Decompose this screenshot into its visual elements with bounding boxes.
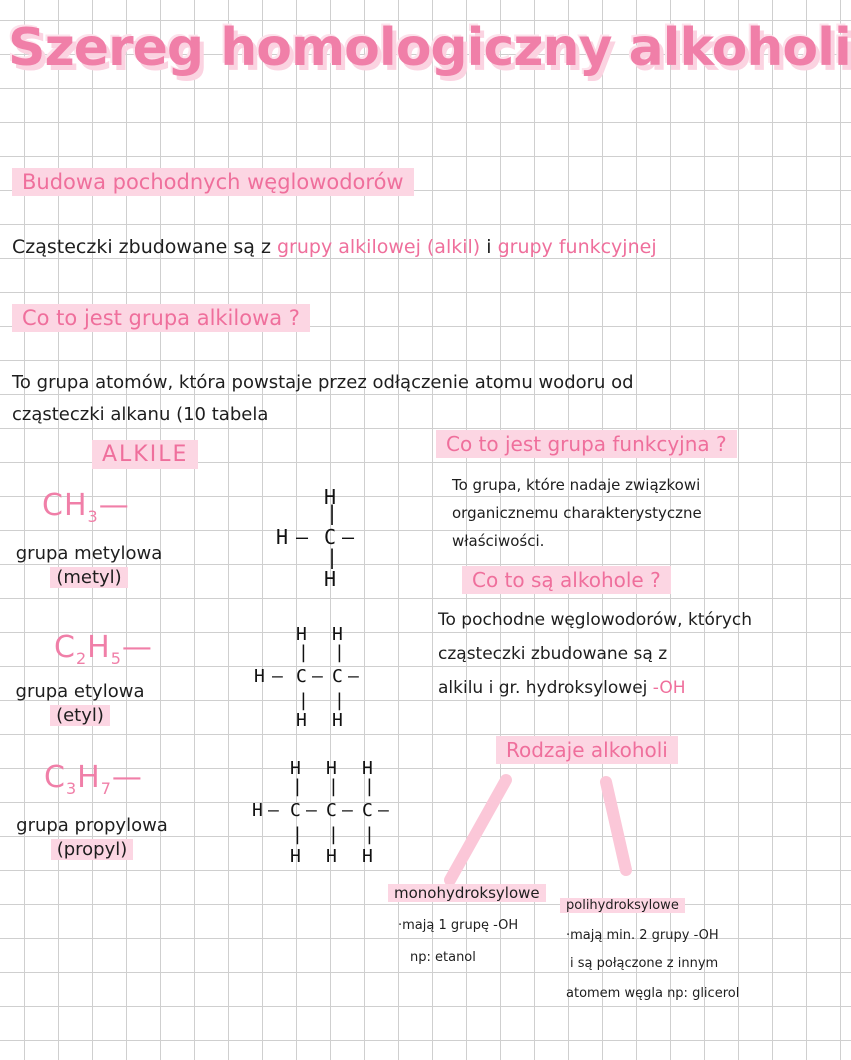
mono-line1: ·mają 1 grupę -OH <box>398 918 519 933</box>
atom-h: H <box>362 758 373 779</box>
bond-v: | <box>326 545 339 569</box>
formula-propyl-main: C <box>44 760 66 795</box>
bond-v: | <box>298 642 309 663</box>
atom-h: H <box>326 846 337 867</box>
atom-h: H <box>332 624 343 645</box>
funkcyjna-line3: właściwości. <box>452 532 545 550</box>
mono-line2: np: etanol <box>410 950 476 965</box>
atom-h: H <box>254 666 265 687</box>
formula-etyl-tail: — <box>121 630 153 665</box>
atom-h: H <box>362 846 373 867</box>
atom-c: C <box>326 800 337 821</box>
formula-etyl <box>54 630 153 668</box>
branch-lines <box>420 770 650 900</box>
sentence-prefix: Cząsteczki zbudowane są z <box>12 236 277 258</box>
atom-h: H <box>290 758 301 779</box>
bond-h: — <box>348 666 359 687</box>
bond-v: | <box>292 824 303 845</box>
atom-c: C <box>332 666 343 687</box>
bond-v: | <box>364 824 375 845</box>
bond-v: | <box>328 824 339 845</box>
structure-propyl <box>252 758 389 867</box>
heading-rodzaje: Rodzaje alkoholi <box>496 736 678 764</box>
atom-c: C <box>362 800 373 821</box>
structure-methyl <box>276 485 355 591</box>
alkohole-line3-prefix: alkilu i gr. hydroksylowej <box>438 678 653 698</box>
bond-h: — <box>296 525 309 549</box>
name-metyl-short: (metyl) <box>50 567 127 588</box>
formula-propyl <box>44 760 143 798</box>
bond-h: — <box>342 525 355 549</box>
bond-h: — <box>378 800 389 821</box>
structural-formulas <box>240 470 420 880</box>
heading-grupa-funkcyjna: Co to jest grupa funkcyjna ? <box>436 430 737 458</box>
heading-grupa-alkilowa: Co to jest grupa alkilowa ? <box>12 304 310 332</box>
formula-propyl-sub2: 7 <box>100 779 112 798</box>
atom-c: C <box>290 800 301 821</box>
name-propyl-full: grupa propylowa <box>16 815 168 836</box>
bond-v: | <box>298 690 309 711</box>
term-funkcyjna: grupy funkcyjnej <box>497 236 657 258</box>
name-propyl-short: (propyl) <box>51 839 134 860</box>
heading-alkohole: Co to są alkohole ? <box>462 566 671 594</box>
alkohole-line1: To pochodne węglowodorów, których <box>438 610 753 630</box>
alkil-def-line1: To grupa atomów, która powstaje przez odłączenie atomu wodoru od <box>12 372 634 393</box>
page-title: Szereg homologiczny alkoholi <box>8 18 851 78</box>
alkohole-line2: cząsteczki zbudowane są z <box>438 644 668 664</box>
atom-h: H <box>326 758 337 779</box>
atom-h: H <box>324 485 337 509</box>
branch-right <box>606 782 626 870</box>
atom-h: H <box>332 710 343 731</box>
poli-line3: atomem węgla np: glicerol <box>566 986 740 1001</box>
formula-etyl-main: C <box>54 630 76 665</box>
poli-line2: i są połączone z innym <box>570 956 719 971</box>
poli-title-text: polihydroksylowe <box>560 898 685 913</box>
name-etyl <box>0 680 160 728</box>
bond-v: | <box>334 690 345 711</box>
formula-metyl <box>42 488 130 526</box>
formula-propyl-sub: 3 <box>65 779 78 798</box>
formula-propyl-tail: — <box>111 760 143 795</box>
alkohole-line3 <box>438 678 686 698</box>
atom-h: H <box>296 710 307 731</box>
alkil-def-line2: cząsteczki alkanu (10 tabela <box>12 404 269 425</box>
atom-h: H <box>296 624 307 645</box>
formula-etyl-mid: H <box>87 630 111 665</box>
atom-h: H <box>324 567 337 591</box>
poli-title <box>560 898 685 913</box>
bond-v: | <box>364 776 375 797</box>
mono-title-text: monohydroksylowe <box>388 884 546 902</box>
poli-line1: ·mają min. 2 grupy -OH <box>566 928 719 943</box>
formula-metyl-tail: — <box>98 488 130 523</box>
bond-h: — <box>312 666 323 687</box>
formula-metyl-sub: 3 <box>87 507 99 526</box>
formula-etyl-sub2: 5 <box>110 649 122 668</box>
formula-etyl-sub: 2 <box>75 649 88 668</box>
funkcyjna-line2: organicznemu charakterystyczne <box>452 504 702 522</box>
atom-h: H <box>252 800 263 821</box>
name-propyl <box>2 814 182 862</box>
bond-h: — <box>306 800 317 821</box>
atom-h: H <box>276 525 289 549</box>
bond-h: — <box>268 800 279 821</box>
atom-c: C <box>324 525 337 549</box>
atom-c: C <box>296 666 307 687</box>
atom-h: H <box>290 846 301 867</box>
oh-group: -OH <box>652 678 686 698</box>
structure-ethyl <box>254 624 359 731</box>
connector: i <box>480 236 498 258</box>
sentence-budowa <box>12 236 657 258</box>
mono-title <box>388 884 546 902</box>
bond-v: | <box>326 501 339 525</box>
heading-alkile: ALKILE <box>92 440 198 469</box>
term-alkil: grupy alkilowej (alkil) <box>276 236 481 258</box>
name-etyl-full: grupa etylowa <box>15 681 145 702</box>
formula-metyl-main: CH <box>42 488 88 523</box>
branch-left <box>450 780 506 880</box>
formula-propyl-mid: H <box>77 760 101 795</box>
bond-h: — <box>272 666 283 687</box>
bond-h: — <box>342 800 353 821</box>
bond-v: | <box>328 776 339 797</box>
bond-v: | <box>334 642 345 663</box>
bond-v: | <box>292 776 303 797</box>
name-metyl-full: grupa metylowa <box>15 543 163 564</box>
name-metyl <box>4 542 174 590</box>
funkcyjna-line1: To grupa, które nadaje związkowi <box>452 476 701 494</box>
heading-budowa: Budowa pochodnych węglowodorów <box>12 168 414 196</box>
name-etyl-short: (etyl) <box>50 705 110 726</box>
